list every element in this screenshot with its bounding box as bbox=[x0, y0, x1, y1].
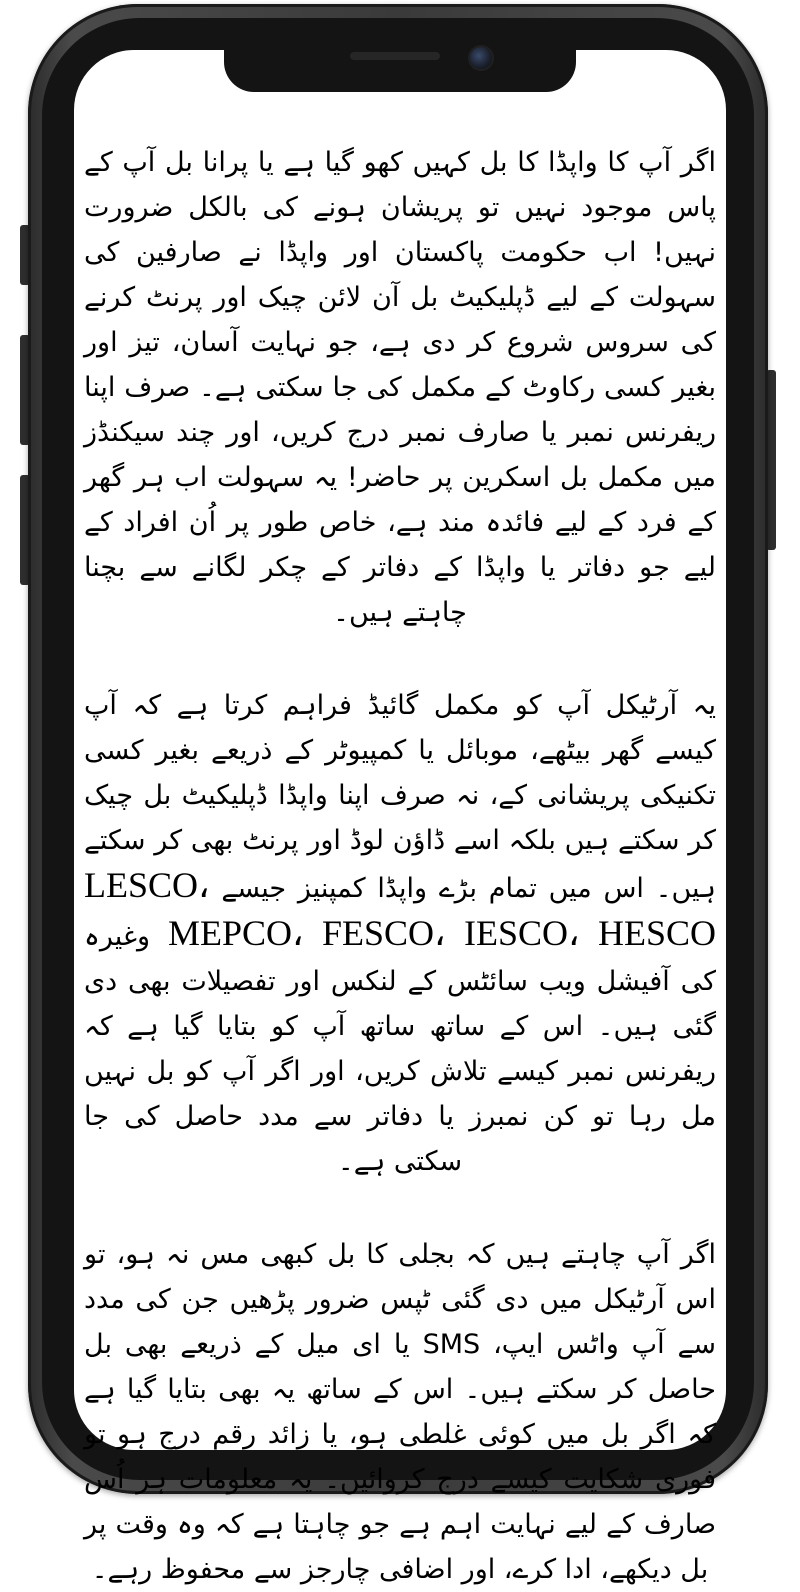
article-paragraph-2-tail: وغیرہ کی آفیشل ویب سائٹس کے لنکس اور تفصیلات بھی دی گئی ہیں۔ اس کے ساتھ ساتھ آپ کو بتایا گیا ہے کہ ریفرنس نمبر کیسے تلاش کریں، اور اگر آپ کو بل نہیں مل رہا تو کن نمبرز یا دفاتر سے مدد حاصل کی جا سکتی ہے۔ bbox=[84, 921, 716, 1177]
article-paragraph-2 bbox=[84, 683, 716, 1184]
earpiece-speaker bbox=[350, 52, 440, 60]
article-paragraph-3: اگر آپ چاہتے ہیں کہ بجلی کا بل کبھی مس نہ ہو، تو اس آرٹیکل میں دی گئی ٹپس ضرور پڑھیں جن کی مدد سے آپ واٹس ایپ، SMS یا ای میل کے ذریعے بھی بل حاصل کر سکتے ہیں۔ اس کے ساتھ یہ بھی بتایا گیا ہے کہ اگر بل میں کوئی غلطی ہو، یا زائد رقم درج ہو تو فوری شکایت کیسے درج کروائیں۔ یہ معلومات ہر اُس صارف کے لیے نہایت اہم ہے جو چاہتا ہے کہ وہ وقت پر بل دیکھے، ادا کرے، اور اضافی چارجز سے محفوظ رہے۔ bbox=[84, 1239, 716, 1585]
front-camera-icon bbox=[470, 47, 492, 69]
company-names: LESCO، MEPCO، FESCO، IESCO، HESCO bbox=[84, 865, 716, 953]
article-paragraph-2-intro: یہ آرٹیکل آپ کو مکمل گائیڈ فراہم کرتا ہے کہ آپ کیسے گھر بیٹھے، موبائل یا کمپیوٹر کے ذریعے بغیر کسی تکنیکی پریشانی کے، نہ صرف اپنا واپڈا ڈپلیکیٹ بل چیک کر سکتے ہیں بلکہ اسے ڈاؤن لوڈ اور پرنٹ بھی کر سکتے ہیں۔ اس میں تمام بڑے واپڈا کمپنیز جیسے bbox=[84, 690, 716, 904]
article-paragraph-1: اگر آپ کا واپڈا کا بل کہیں کھو گیا ہے یا پرانا بل آپ کے پاس موجود نہیں تو پریشان ہونے کی بالکل ضرورت نہیں! اب حکومت پاکستان اور واپڈا نے صارفین کی سہولت کے لیے ڈپلیکیٹ بل آن لائن چیک اور پرنٹ کرنے کی سروس شروع کر دی ہے، جو نہایت آسان، تیز اور بغیر کسی رکاوٹ کے مکمل کی جا سکتی ہے۔ صرف اپنا ریفرنس نمبر یا صارف نمبر درج کریں، اور چند سیکنڈز میں مکمل بل اسکرین پر حاضر! یہ سہولت اب ہر گھر کے فرد کے لیے فائدہ مند ہے، خاص طور پر اُن افراد کے لیے جو دفاتر یا واپڈا کے دفاتر کے چکر لگانے سے بچنا چاہتے ہیں۔ bbox=[84, 147, 716, 628]
article-body bbox=[84, 140, 716, 1592]
